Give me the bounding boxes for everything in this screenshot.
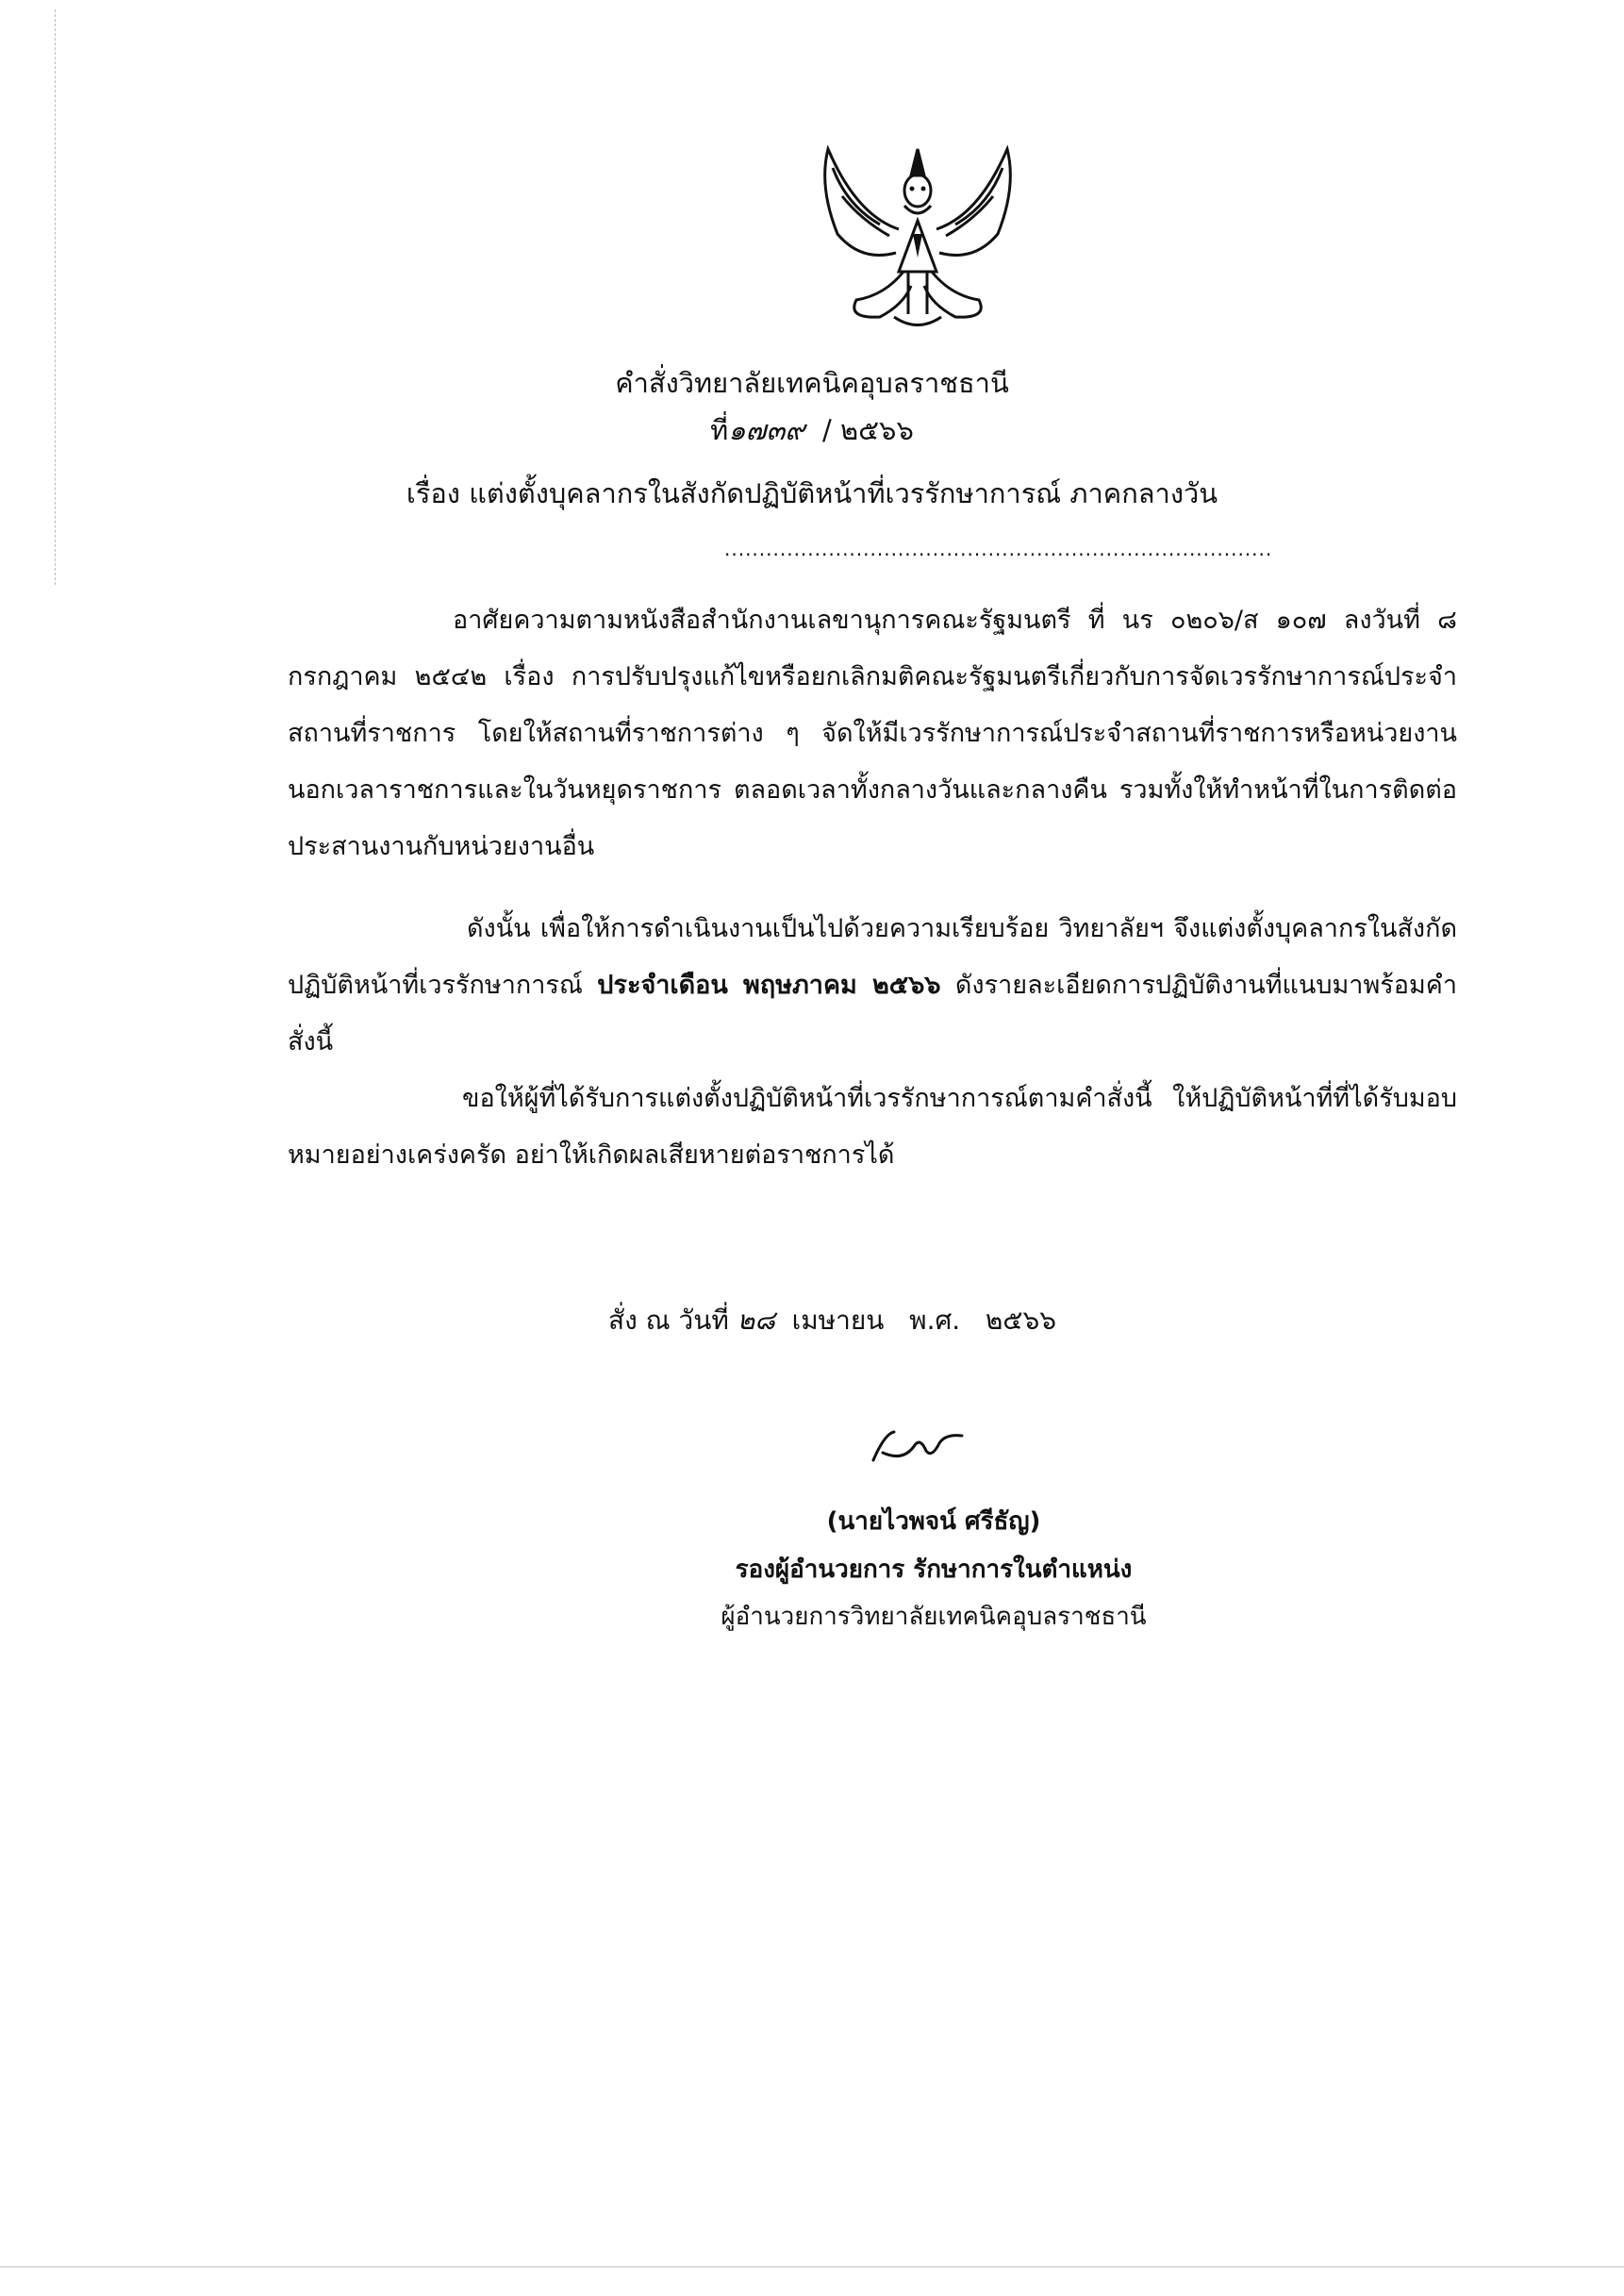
paragraph-3-text: ขอให้ผู้ที่ได้รับการแต่งตั้งปฏิบัติหน้าที่เวรรักษาการณ์ตามคำสั่งนี้ ให้ปฏิบัติหน้าที่ที่ได้รับมอบหมายอย่างเคร่งครัด อย่าให้เกิดผลเสียหายต่อราชการได้ [288, 1084, 1457, 1170]
order-number-year: / ๒๕๖๖ [821, 414, 914, 446]
dotted-separator: ............................................................................... [724, 538, 1273, 560]
order-date-year: ๒๕๖๖ [985, 1305, 1057, 1336]
paragraph-1-text: อาศัยความตามหนังสือสำนักงานเลขานุการคณะรัฐมนตรี ที่ นร ๐๒๐๖/ส ๑๐๗ ลงวันที่ ๘ กรกฎาคม ๒๕๔๒ เรื่อง การปรับปรุงแก้ไขหรือยกเลิกมติคณะรัฐมนตรีเกี่ยวกับการจัดเวรรักษาการณ์ประจำสถานที่ราชการ โดยให้สถานที่ราชการต่าง ๆ จัดให้มีเวรรักษาการณ์ประจำสถานที่ราชการหรือหน่วยงานนอกเวลาราชการและในวันหยุดราชการ ตลอดเวลาทั้งกลางวันและกลางคืน รวมทั้งให้ทำหน้าที่ในการติดต่อประสานงานกับหน่วยงานอื่น [288, 606, 1457, 861]
order-date [608, 1300, 1056, 1341]
paragraph-2-text-a: ดังนั้น เพื่อให้การดำเนินงานเป็นไปด้วยความเรียบร้อย วิทยาลัยฯ จึงแต่งตั้งบุคลากรในสังกัดปฏิบัติหน้าที่เวรรักษาการณ์ [288, 914, 1457, 1000]
order-date-month: เมษายน [791, 1305, 885, 1336]
handwritten-signature [866, 1424, 969, 1472]
order-number-handwritten: ๑๗๓๙ [728, 414, 805, 446]
page-bottom-rule [0, 2266, 1624, 2268]
order-number-prefix: ที่ [710, 414, 729, 446]
order-date-era: พ.ศ. [909, 1305, 961, 1336]
paragraph-1 [288, 592, 1457, 875]
order-date-prefix: สั่ง ณ วันที่ [608, 1305, 729, 1336]
signatory-organization: ผู้อำนวยการวิทยาลัยเทคนิคอุบลราชธานี [721, 1603, 1147, 1631]
order-title: คำสั่งวิทยาลัยเทคนิคอุบลราชธานี [615, 367, 1009, 399]
signatory-name: (นายไวพจน์ ศรีธัญ) [826, 1507, 1041, 1536]
paragraph-2-bold-month: ประจำเดือน พฤษภาคม ๒๕๖๖ [597, 971, 941, 1000]
paragraph-2-text-b: ดังรายละเอียดการปฏิบัติงานที่แนบมาพร้อมคำสั่งนี้ [288, 971, 1457, 1056]
paragraph-2 [288, 901, 1457, 1071]
signatory-position: รองผู้อำนวยการ รักษาการในตำแหน่ง [735, 1556, 1133, 1584]
garuda-emblem [790, 130, 1045, 340]
order-date-day: ๒๘ [737, 1305, 775, 1336]
order-number [0, 408, 1624, 452]
paragraph-3 [288, 1071, 1457, 1184]
order-subject: เรื่อง แต่งตั้งบุคลากรในสังกัดปฏิบัติหน้าที่เวรรักษาการณ์ ภาคกลางวัน [406, 477, 1218, 509]
